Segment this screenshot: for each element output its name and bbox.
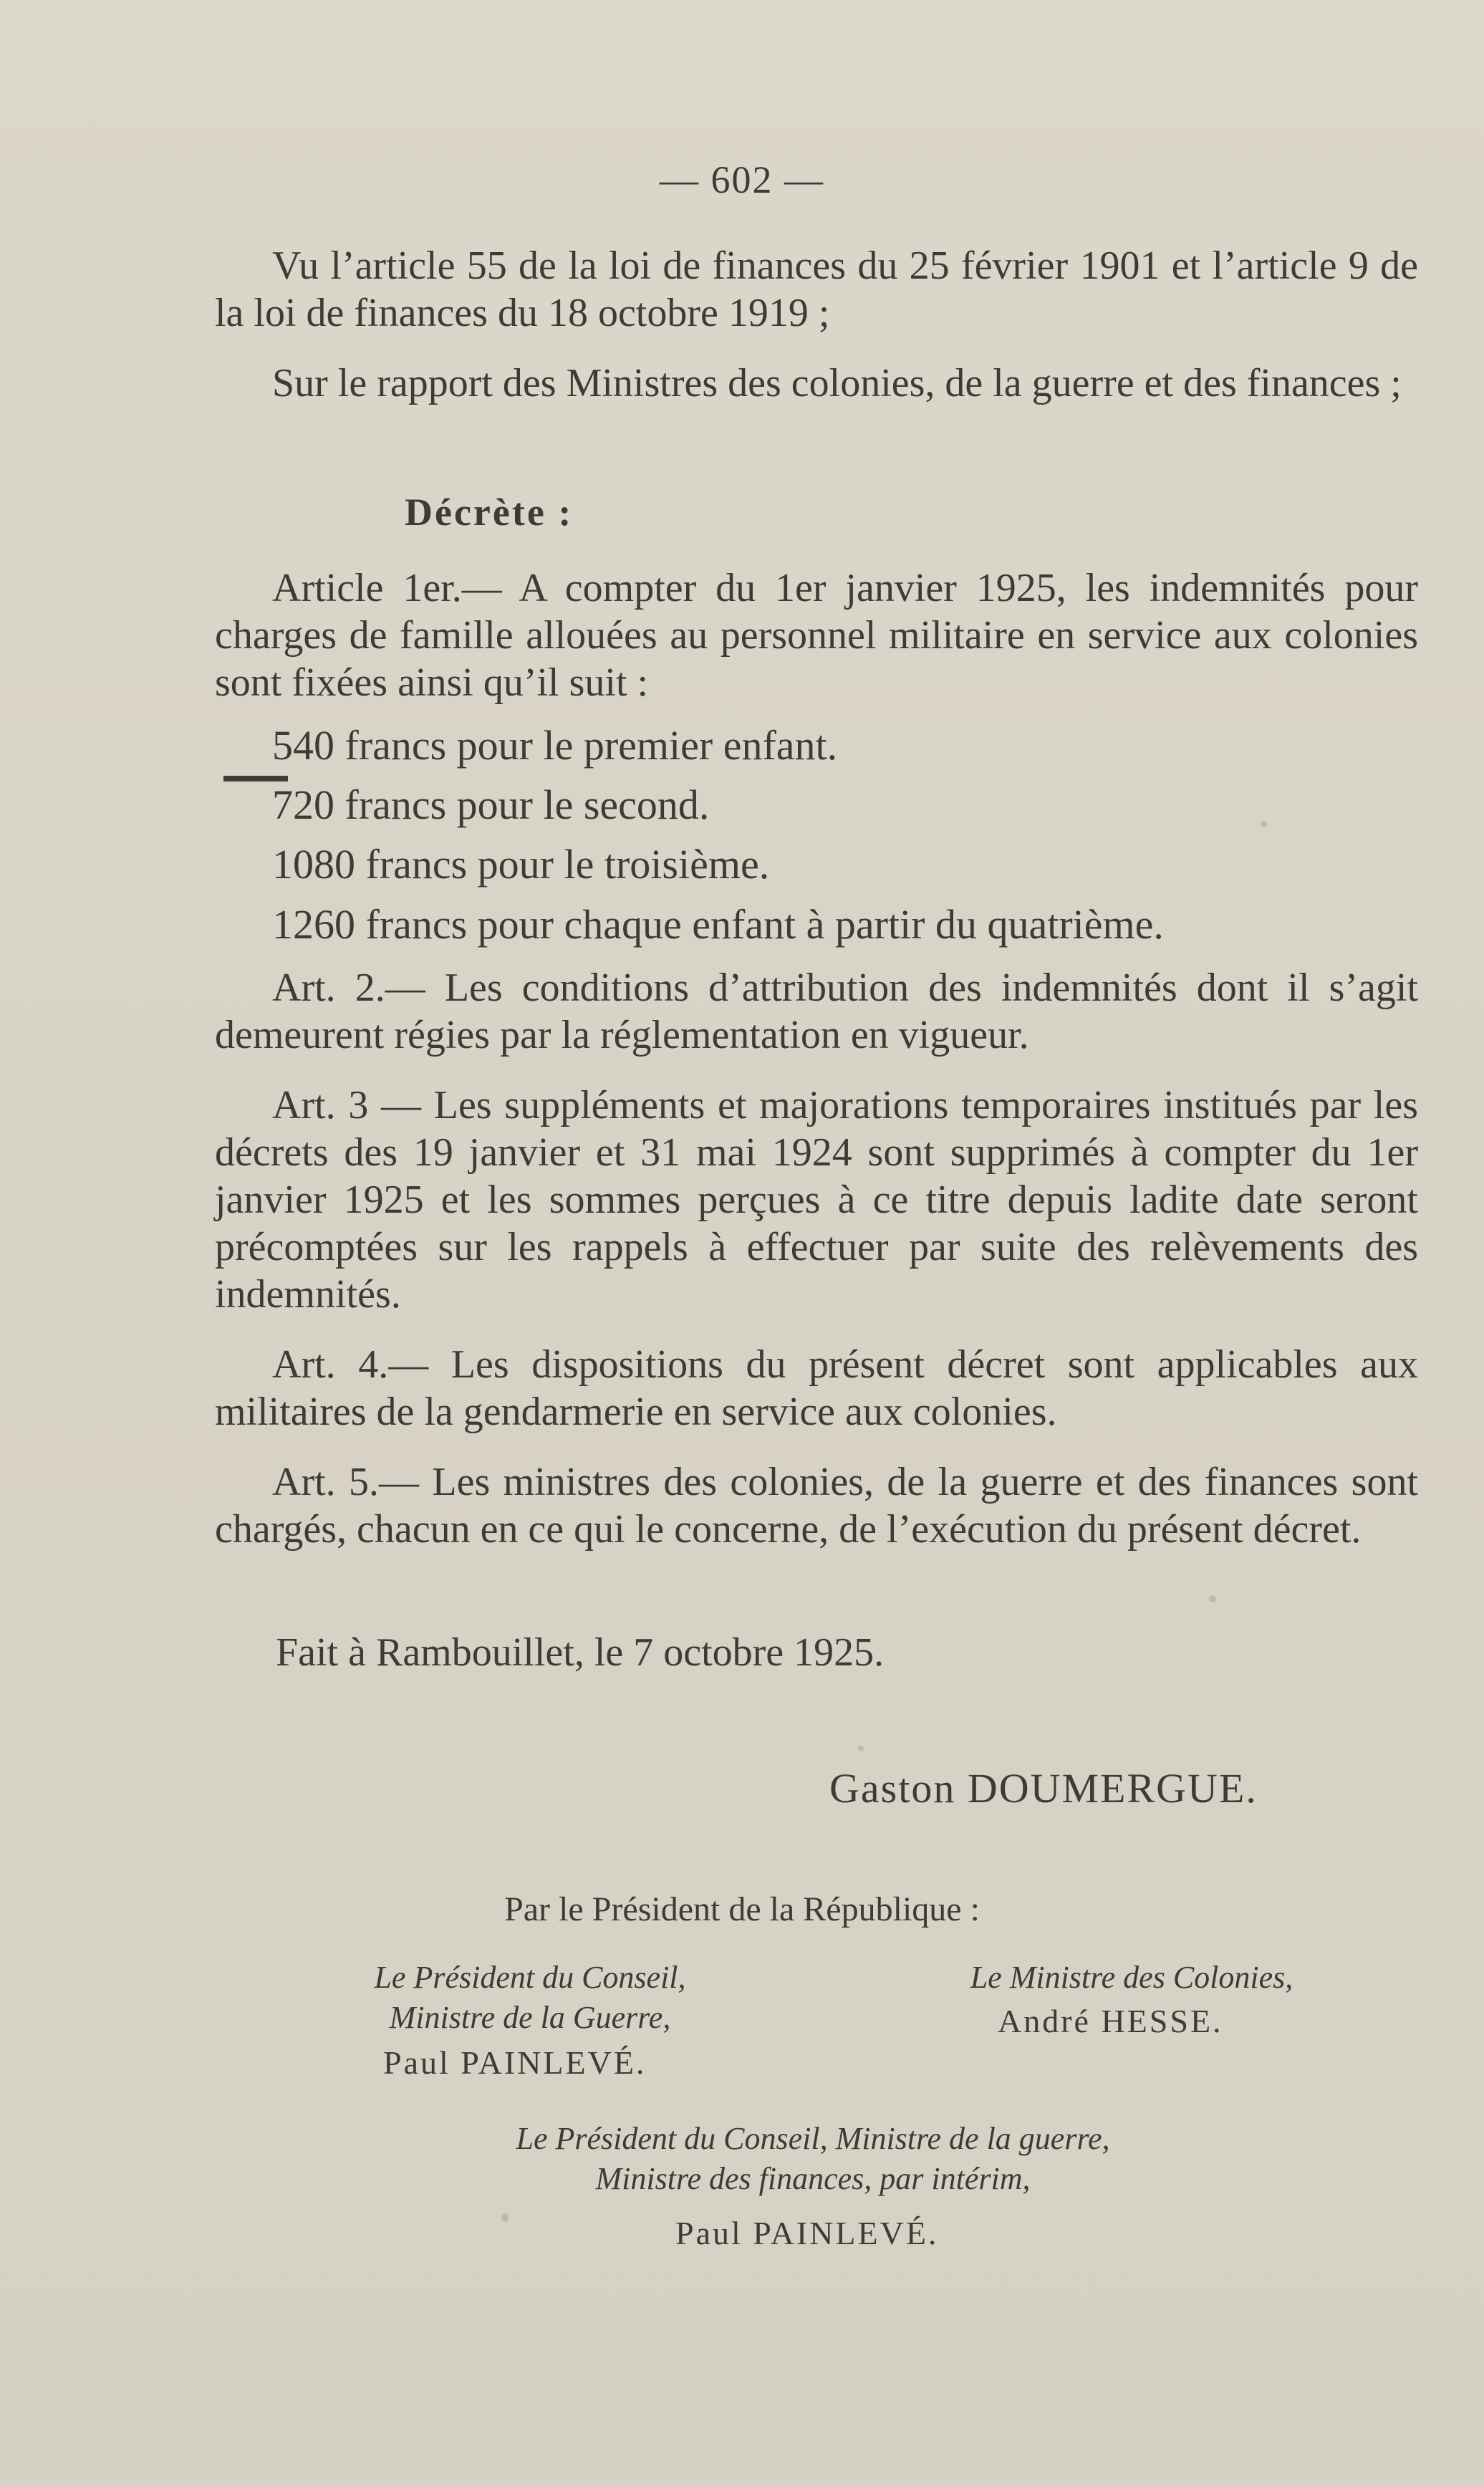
left-signatory-name: Paul PAINLEVÉ. [383, 2044, 647, 2081]
article-3-paragraph: Art. 3 — Les suppléments et majorations temporaires institués par les décrets des 19 janvier et 31 mai 1924 sont supprimés à compter du 1er janvier 1925 et les sommes perçues à ce titre depuis ladite date seront précomptées sur les rappels à effectuer par suite des relèvements des indemnités. [215, 1083, 1418, 1317]
decrete-heading: Décrète : [405, 491, 574, 534]
left-signatory-title [301, 1958, 759, 2038]
article-4-paragraph: Art. 4.— Les dispositions du présent décret sont applicables aux militaires de la gendarmerie en service aux colonies. [215, 1342, 1418, 1434]
margin-dash-mark [223, 776, 288, 781]
article-2-paragraph: Art. 2.— Les conditions d’attribution des indemnités dont il s’agit demeurent régies par la réglementation en vigueur. [215, 966, 1418, 1057]
paper-speck [501, 2213, 509, 2222]
right-signatory-name: André HESSE. [998, 2003, 1223, 2039]
right-signatory-title: Le Ministre des Colonies, [970, 1960, 1293, 1995]
page-number: — 602 — [660, 158, 824, 201]
indemnity-list-item: 1260 francs pour chaque enfant à partir du quatrième. [272, 901, 1164, 948]
bottom-signatory-name: Paul PAINLEVÉ. [675, 2215, 939, 2251]
bottom-signatory-title [372, 2119, 1253, 2199]
rapport-paragraph: Sur le rapport des Ministres des colonies, de la guerre et des finances ; [272, 361, 1402, 405]
vu-paragraph: Vu l’article 55 de la loi de finances du 25 février 1901 et l’article 9 de la loi de finances du 18 octobre 1919 ; [215, 244, 1418, 335]
indemnity-list-item: 540 francs pour le premier enfant. [272, 722, 838, 769]
signing-place-date: Fait à Rambouillet, le 7 octobre 1925. [276, 1630, 885, 1675]
indemnity-list-item: 720 francs pour le second. [272, 781, 710, 828]
paper-speck [1261, 821, 1267, 827]
bottom-signatory-title-line-1: Le Président du Conseil, Ministre de la guerre, [516, 2121, 1110, 2156]
article-1-paragraph: Article 1er.— A compter du 1er janvier 1925, les indemnités pour charges de famille allouées au personnel militaire en service aux colonies sont fixées ainsi qu’il suit : [215, 566, 1418, 705]
left-signatory-title-line-2: Ministre de la Guerre, [389, 2000, 671, 2035]
bottom-signatory-title-line-2: Ministre des finances, par intérim, [595, 2161, 1031, 2196]
left-signatory-title-line-1: Le Président du Conseil, [374, 1960, 686, 1995]
president-signature: Gaston DOUMERGUE. [829, 1765, 1258, 1812]
paper-speck [858, 1746, 864, 1751]
article-5-paragraph: Art. 5.— Les ministres des colonies, de la guerre et des finances sont chargés, chacun en ce qui le concerne, de l’exécution du présent décret. [215, 1460, 1418, 1552]
par-le-president-heading: Par le Président de la République : [504, 1890, 980, 1928]
paper-speck [1209, 1595, 1216, 1602]
indemnity-list-item: 1080 francs pour le troisième. [272, 841, 770, 887]
